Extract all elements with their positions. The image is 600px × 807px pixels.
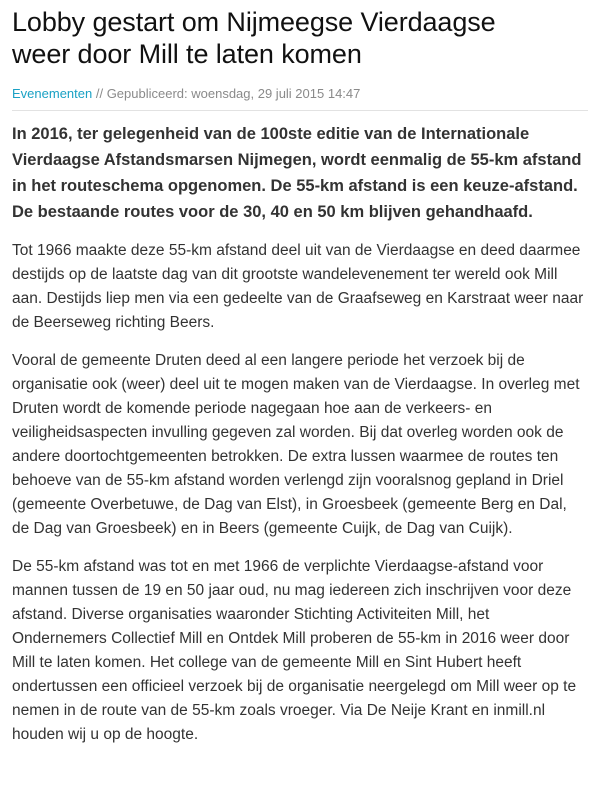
article-paragraph-3: De 55-km afstand was tot en met 1966 de verplichte Vierdaagse-afstand voor mannen tussen de 19 en 50 jaar oud, nu mag iedereen zich inschrijven voor deze afstand. Diverse organisaties waaronder Stichting Activiteiten Mill, het Ondernemers Collectief Mill en Ontdek Mill proberen de 55-km in 2016 weer door Mill te laten komen. Het college van de gemeente Mill en Sint Hubert heeft ondertussen een officieel verzoek bij de organisatie neergelegd om Mill weer op te nemen in de route van de 55-km zoals vroeger. Via De Neije Krant en inmill.nl houden wij u op de hoogte.	[12, 558, 577, 743]
article-meta	[12, 86, 588, 111]
published-date: Gepubliceerd: woensdag, 29 juli 2015 14:47	[106, 86, 361, 101]
meta-separator: //	[92, 86, 107, 101]
article-lead: In 2016, ter gelegenheid van de 100ste editie van de Internationale Vierdaagse Afstandsmarsen Nijmegen, wordt eenmalig de 55-km afstand in het routeschema opgenomen. De 55-km afstand is een keuze-afstand. De bestaande routes voor de 30, 40 en 50 km blijven gehandhaafd.	[12, 125, 582, 221]
article-paragraph-1: Tot 1966 maakte deze 55-km afstand deel uit van de Vierdaagse en deed daarmee destijds op de laatste dag van dit grootste wandelevenement ter wereld ook Mill aan. Destijds liep men via een gedeelte van de Graafseweg en Karstraat weer naar de Beerseweg richting Beers.	[12, 242, 584, 331]
article-paragraph-2: Vooral de gemeente Druten deed al een langere periode het verzoek bij de organisatie ook (weer) deel uit te mogen maken van de Vierdaagse. In overleg met Druten wordt de komende periode nagegaan hoe aan de verkeers- en veiligheidsaspecten invulling gegeven zal worden. Bij dat overleg worden ook de andere doortochtgemeenten betrokken. De extra lussen waarmee de routes ten behoeve van de 55-km afstand worden verlengd zijn vooralsnog gepland in Driel (gemeente Overbetuwe, de Dag van Elst), in Groesbeek (gemeente Berg en Dal, de Dag van Groesbeek) en in Beers (gemeente Cuijk, de Dag van Cuijk).	[12, 352, 580, 537]
article-title-line-1: Lobby gestart om Nijmeegse Vierdaagse	[12, 7, 496, 37]
category-link[interactable]: Evenementen	[12, 86, 93, 101]
article-title-line-2: weer door Mill te laten komen	[12, 39, 362, 69]
article-title	[12, 6, 588, 70]
